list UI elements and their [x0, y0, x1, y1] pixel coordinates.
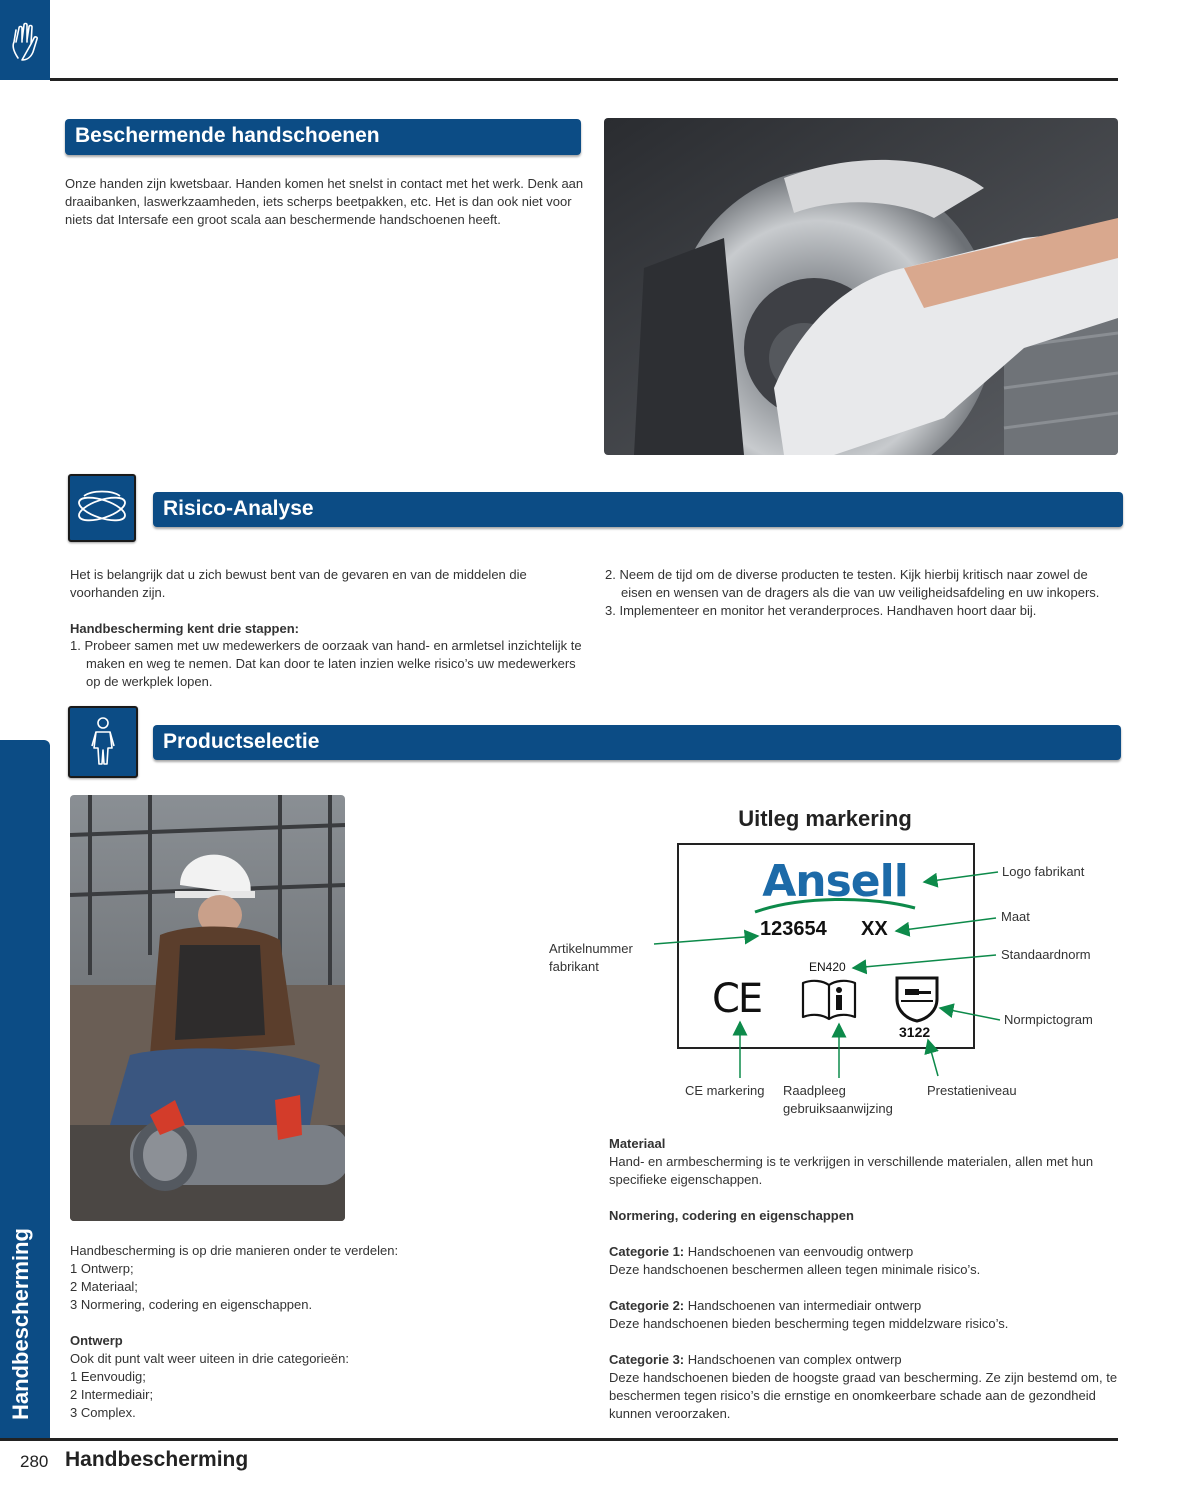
- product-intro-line: 2 Materiaal;: [70, 1279, 138, 1294]
- norm-heading: Normering, codering en eigenschappen: [609, 1208, 854, 1223]
- article-number: 123654: [760, 918, 827, 940]
- info-book-icon: [801, 977, 857, 1021]
- worker-figure-icon: [70, 708, 136, 776]
- risk-intro: Het is belangrijk dat u zich bewust bent van de gevaren en van de middelen die voorhanden zijn.: [70, 567, 527, 600]
- section-banner-product: [153, 725, 1121, 760]
- performance-level: 3122: [899, 1024, 931, 1040]
- photo-worker-pipe: [70, 795, 345, 1221]
- list-item: 2. Neem de tijd om de diverse producten te testen. Kijk hierbij kritisch naar zowel de eisen en wensen van de dragers als die van uw veiligheidsafdeling en uw inkopers.: [605, 567, 1100, 600]
- category-title: Handschoenen van complex ontwerp: [684, 1352, 902, 1367]
- risk-steps-right: [605, 566, 1115, 620]
- header-tab: [0, 0, 50, 80]
- standard-code: EN420: [809, 960, 846, 974]
- ontwerp-line: 1 Eenvoudig;: [70, 1369, 146, 1384]
- product-intro-line: 3 Normering, codering en eigenschappen.: [70, 1297, 313, 1312]
- category-text: Deze handschoenen bieden de hoogste graad van bescherming. Ze zijn bestemd om, te beschermen tegen risico’s die ernstige en onomkeerbare schade aan de gezondheid kunnen veroorzaken.: [609, 1370, 1118, 1421]
- material-text: Hand- en armbescherming is te verkrijgen in verschillende materialen, allen met hun specifieke eigenschappen.: [609, 1154, 1094, 1187]
- category-title: Handschoenen van intermediair ontwerp: [684, 1298, 922, 1313]
- category-text: Deze handschoenen beschermen alleen tegen minimale risico’s.: [609, 1262, 981, 1277]
- category-3: [609, 1351, 1121, 1369]
- section-banner-risk: [153, 492, 1123, 527]
- marking-title: Uitleg markering: [738, 806, 912, 831]
- label-ce: CE markering: [685, 1083, 765, 1098]
- category-label: Categorie 2:: [609, 1298, 685, 1313]
- shield-hammer-icon: [893, 975, 941, 1023]
- top-rule: [50, 78, 1118, 81]
- material-heading: Materiaal: [609, 1136, 666, 1151]
- category-label: Categorie 1:: [609, 1244, 685, 1259]
- label-performance: Prestatieniveau: [927, 1083, 1017, 1098]
- ansell-swoosh-icon: [750, 890, 920, 920]
- list-item: 3. Implementeer en monitor het veranderproces. Handhaven hoort daar bij.: [605, 603, 1037, 618]
- intro-paragraph: Onze handen zijn kwetsbaar. Handen komen het snelst in contact met het werk. Denk aan draaibanken, laswerkzaamheden, iets scherps beetpakken, etc. Het is dan ook niet voor niets dat Intersafe een groot scala aan beschermende handschoenen heeft.: [65, 176, 584, 227]
- category-1: [609, 1243, 1121, 1261]
- label-size: Maat: [1001, 909, 1030, 924]
- ce-mark: CE: [712, 976, 762, 1022]
- ansell-logo: Ansell: [762, 856, 908, 907]
- ontwerp-line: 3 Complex.: [70, 1405, 136, 1420]
- chapter-side-label: Handbescherming: [8, 1228, 33, 1420]
- hand-icon: [0, 0, 50, 80]
- risk-steps-heading: Handbescherming kent drie stappen:: [70, 621, 299, 636]
- footer-title: Handbescherming: [65, 1448, 249, 1471]
- section-title: Risico-Analyse: [163, 497, 314, 520]
- material-block: [609, 1135, 1121, 1423]
- category-title: Handschoenen van eenvoudig ontwerp: [684, 1244, 914, 1259]
- risk-icon-box: [68, 474, 136, 542]
- product-icon-box: [68, 706, 138, 778]
- label-manual: Raadpleeg gebruiksaanwijzing: [783, 1083, 893, 1116]
- ontwerp-line: Ook dit punt valt weer uiteen in drie categorieën:: [70, 1351, 349, 1366]
- section-banner-gloves: [65, 119, 581, 155]
- risk-steps-left: [70, 637, 590, 691]
- bottom-rule: [0, 1438, 1118, 1441]
- category-2: [609, 1297, 1121, 1315]
- label-article: Artikelnummer fabrikant: [549, 941, 633, 974]
- page-number: 280: [20, 1452, 49, 1471]
- atom-orbit-icon: [70, 476, 134, 540]
- section-title: Beschermende handschoenen: [75, 124, 380, 147]
- category-label: Categorie 3:: [609, 1352, 685, 1367]
- list-item: 1. Probeer samen met uw medewerkers de oorzaak van hand- en armletsel inzichtelijk te maken en weg te nemen. Dat kan door te laten inzien welke risico’s uw medewerkers op de werkplek lopen.: [70, 638, 582, 689]
- product-intro-line: Handbescherming is op drie manieren onder te verdelen:: [70, 1243, 399, 1258]
- size-code: XX: [861, 918, 888, 940]
- category-text: Deze handschoenen bieden bescherming tegen middelzware risico’s.: [609, 1316, 1009, 1331]
- section-title: Productselectie: [163, 730, 320, 753]
- ontwerp-line: 2 Intermediair;: [70, 1387, 154, 1402]
- ontwerp-heading: Ontwerp: [70, 1333, 123, 1348]
- photo-brake-disc-gloves: [604, 118, 1118, 455]
- label-logo: Logo fabrikant: [1002, 864, 1085, 879]
- label-standard: Standaardnorm: [1001, 947, 1091, 962]
- label-pictogram: Normpictogram: [1004, 1012, 1093, 1027]
- product-intro-block: [70, 1242, 570, 1422]
- product-intro-line: 1 Ontwerp;: [70, 1261, 134, 1276]
